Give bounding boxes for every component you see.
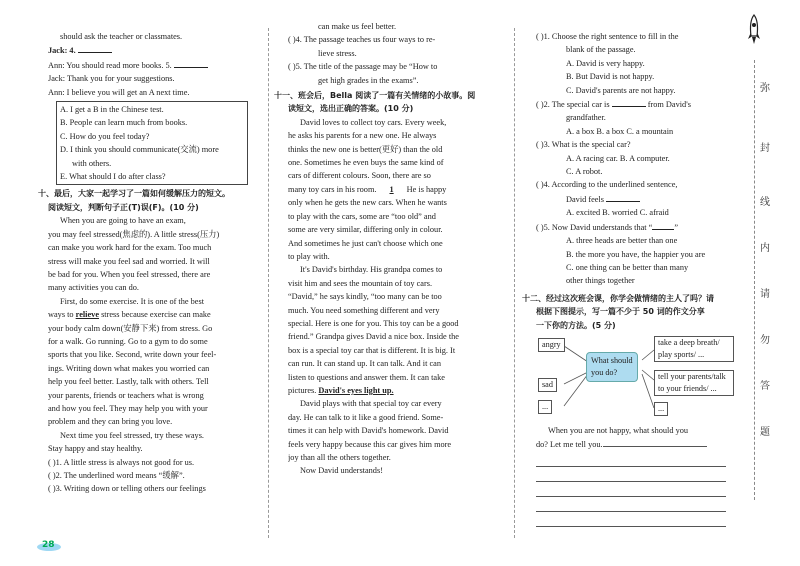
choice-option[interactable]: C. one thing can be better than many [566,262,689,272]
question-line[interactable]: ( )5. The title of the passage may be “How to [288,62,438,72]
option-item: D. I think you should communicate(交流) more [60,145,219,155]
passage-line: David loves to collect toy cars. Every week, [300,117,447,127]
choice-option[interactable]: B. But David is not happy. [566,72,655,82]
column-middle [274,20,488,478]
writing-line[interactable] [536,512,726,527]
question-line[interactable]: ( )3. Writing down or telling others our feelings [48,484,206,494]
column-right [522,30,734,527]
passage-line: only when he gets the new cars. When he wants [288,198,447,208]
seal-char: 勿 [760,335,770,346]
passage-line: joy than all the others together. [288,453,391,462]
mind-node-sad: sad [538,378,557,392]
passage-line: feels very happy because this car gives him more [288,439,452,449]
passage-line: some are very similar, differing only in colour. [288,225,443,235]
choice-options[interactable]: A. A racing car. B. A computer. [566,153,670,163]
passage-line: and how you feel. They may help you with your [48,403,208,413]
choice-options[interactable]: A. a box B. a box C. a mountain [566,126,674,136]
section-10-title: 十、最后，大家一起学习了一篇如何缓解压力的短文。 [38,189,230,199]
seal-line-strip [742,0,800,566]
seal-char: 线 [760,197,770,208]
section-12-title: 十二、经过这次班会课，你学会做情绪的主人了吗？请 [522,293,714,303]
mind-node-talk: tell your parents/talk to your friends/ ... [654,370,734,396]
seal-char: 弥 [760,83,770,94]
passage-line: listen to questions and answer them. It can take [288,372,445,382]
section-11-title: 十一、班会后，Bella 阅读了一篇有关情绪的小故事。阅 [274,91,476,101]
writing-line[interactable] [536,452,726,467]
dialogue-line: Ann: I believe you will get an A next time. [48,87,190,97]
passage-line: to play with. [288,251,330,261]
writing-prompt: do? Let me tell you. [536,437,734,451]
question-line[interactable]: ( )2. The underlined word means “缓解”. [48,471,185,480]
passage-line: And sometimes he just can't choose which one [288,238,443,248]
mind-node-more: ... [538,400,552,414]
passage-line: First, do some exercise. It is one of the best [60,296,205,306]
passage-line: to play with the cars, some are “too old” and [288,211,436,221]
underlined-word: relieve [75,310,99,320]
passage-line: can make you work hard for the exam. Too much [48,243,212,253]
choice-options[interactable]: A. excited B. worried C. afraid [566,208,669,218]
passage-line: he asks his parents for a new one. He always [288,131,437,141]
dialogue-line: Ann: You should read more books. 5. [48,58,248,72]
choice-option[interactable]: C. David's parents are not happy. [566,85,676,95]
choice-option[interactable]: C. A robot. [566,167,603,177]
seal-dashed-line [754,60,755,500]
writing-line[interactable] [536,482,726,497]
answer-blank[interactable] [652,220,674,230]
passage-line: ings. Writing down what makes you worried can [48,363,210,373]
passage-line: thinks the new one is better(更好) than the old [288,144,443,154]
writing-line[interactable] [536,467,726,482]
passage-line: you may feel stressed(焦虑的). A little stress(压力) [48,229,220,239]
question-line[interactable]: ( )3. What is the special car? [536,140,631,150]
answer-blank[interactable] [612,97,646,107]
passage-line: It's David's birthday. His grandpa comes to [300,265,443,275]
passage-line: your parents, friends or teachers what is wrong [48,390,204,400]
blank-number: 1 [389,184,394,194]
choice-option[interactable]: A. David is very happy. [566,58,645,68]
passage-line: Next time you feel stressed, try these ways. [60,430,205,440]
passage-line: one. Sometimes he even buys the same kind of [288,158,444,168]
choice-option[interactable]: A. three heads are better than one [566,236,678,246]
question-line-cont: David feels [536,192,734,206]
passage-line: cars of different colours. Soon, there are so [288,171,431,181]
column-divider [514,28,515,538]
dialogue-line: Jack: Thank you for your suggestions. [48,74,175,84]
option-item: B. People can learn much from books. [60,118,188,128]
seal-char: 内 [760,243,770,254]
passage-line: help you feel better. Lastly, talk with others. Tell [48,377,209,387]
question-line[interactable]: ( )4. According to the underlined sentence, [536,180,678,190]
question-line-cont: lieve stress. [318,48,357,58]
rocket-icon [746,14,762,46]
section-12-title-cont: 根据下图提示，写一篇不少于 50 词的作文分享 [536,307,705,317]
section-12-title-cont: 一下你的方法。(5 分) [536,320,616,330]
passage-line: times it can help with David's homework. David [288,426,449,436]
choice-option-cont: other things together [566,276,635,286]
passage-line: many activities you can do. [48,283,140,293]
passage-line: Stay happy and stay healthy. [48,444,143,454]
passage-line: “David,” he says kindly, “too many can be too [288,292,442,302]
option-item: with others. [72,158,112,168]
passage-line: many toy cars in his room. 1 He is happy [288,183,488,196]
writing-prompt: When you are not happy, what should you [548,425,689,435]
answer-blank[interactable] [174,58,208,68]
mind-node-more-right: ... [654,402,668,416]
question-line-cont: blank of the passage. [566,45,636,55]
mind-node-center: What should you do? [586,352,638,382]
question-line[interactable]: ( )1. Choose the right sentence to fill in the [536,32,679,41]
passage-line: day. He can talk to it like a good friend. Some- [288,412,444,422]
mind-map [536,334,734,418]
section-10-title-cont: 阅读短文，判断句子正(T)误(F)。(10 分) [48,202,199,212]
writing-line[interactable] [536,497,726,512]
passage-line: Now David understands! [300,466,383,476]
passage-line: sports that you like. Second, write down your feel- [48,350,217,360]
column-divider [268,28,269,538]
seal-char: 请 [760,289,770,300]
choice-option[interactable]: B. the more you have, the happier you are [566,249,706,259]
page-number-badge [36,538,62,552]
seal-char: 题 [760,427,770,438]
text-line: can make us feel better. [318,22,397,31]
question-line[interactable]: ( )1. A little stress is always not good for us. [48,457,195,467]
option-item: C. How do you feel today? [60,131,150,141]
passage-line: problem and they can bring you love. [48,417,173,427]
passage-line: David plays with that special toy car every [300,399,442,409]
mind-node-breath: take a deep breath/ play sports/ ... [654,336,734,362]
question-line[interactable]: ( )2. The special car is from David's [536,97,734,111]
passage-line: When you are going to have an exam, [60,216,186,226]
answer-blank[interactable] [78,43,112,53]
passage-line: much. You need something different and very [288,305,440,315]
dialogue-line: Jack: 4. [48,43,248,57]
seal-char: 封 [760,143,770,154]
option-item: A. I get a B in the Chinese test. [60,105,164,115]
passage-line: visit him and sees the mountain of toy cars. [288,278,433,288]
passage-line: for a walk. Go running. Go to a gym to do some [48,336,208,346]
question-line[interactable]: ( )5. Now David understands that “ ” [536,220,734,234]
mind-node-angry: angry [538,338,565,352]
option-item: E. What should I do after class? [60,172,166,182]
options-box [56,101,248,185]
passage-line: can run. It can stand up. It can talk. And it can [288,359,441,369]
seal-char: 答 [760,381,770,392]
answer-blank[interactable] [606,192,640,202]
question-line[interactable]: ( )4. The passage teaches us four ways to re- [288,35,436,45]
passage-line: box is a special toy car that is different. It is big. It [288,345,456,355]
passage-line: your body calm down(安静下来) from stress. Go [48,323,213,333]
passage-line: pictures. David's eyes light up. [288,385,394,395]
underlined-sentence: David's eyes light up. [318,385,394,395]
question-line-cont: get high grades in the exams”. [318,75,419,85]
page-number: 28 [42,540,55,550]
text-line: should ask the teacher or classmates. [60,32,183,41]
passage-line: stress will make you feel sad and worried. It will [48,256,210,266]
passage-line: be bad for you. When you feel stressed, there are [48,269,211,279]
question-line-cont: grandfather. [566,113,606,123]
passage-line: ways to relieve stress because exercise can make [48,310,211,320]
passage-line: special. Here is one for you. This toy can be a good [288,318,459,328]
writing-line[interactable] [603,437,707,447]
section-11-title-cont: 读短文，选出正确的答案。(10 分) [288,104,414,114]
column-left [38,30,248,496]
passage-line: friend.” Grandpa gives David a nice box. Inside the [288,332,459,342]
